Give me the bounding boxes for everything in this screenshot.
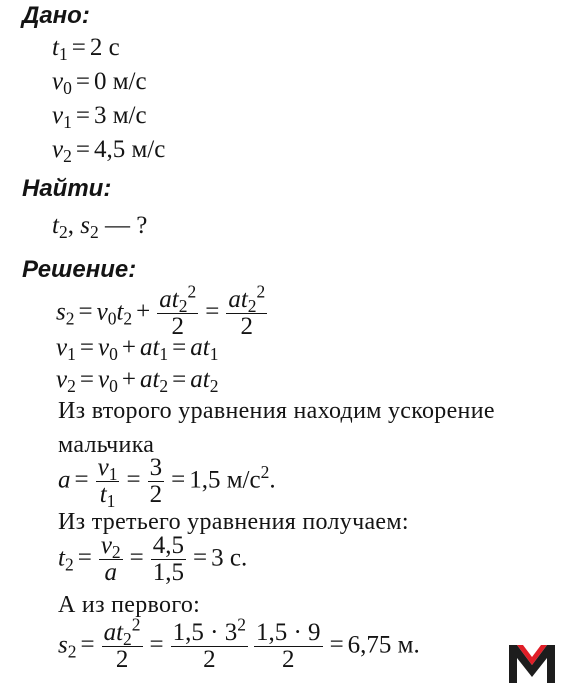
given-v1: $v_1 = 3$ м/с — [52, 102, 147, 132]
equation-s2: $s_2 = v_0t_2$ + $\frac{at_2^2}{2}$ = $\frac{at_2^2}{2}$ — [56, 281, 266, 341]
solution-heading: Решение: — [22, 256, 137, 283]
t2-numerator: 4,5 — [152, 532, 185, 559]
text-time-step: Из третьего уравнения получаем: — [58, 509, 409, 535]
given-v0: $v_0 = 0$ м/с — [52, 68, 147, 98]
text-distance-step: А из первого: — [58, 592, 201, 618]
equation-v1: $v_1 = v_0 + at_1 = at_1$ — [56, 334, 219, 364]
given-v2: $v_2 = 4,5$ м/с — [52, 136, 166, 166]
m-logo-icon — [507, 643, 557, 685]
find-heading: Найти: — [22, 175, 112, 202]
equation-a: a = $\frac{v_1}{t_1}$ = $\frac{3}{2}$ = 1,5 $м/с^2$. — [58, 454, 276, 512]
equation-v2: $v_2 = v_0 + at_2 = at_2$ — [56, 366, 219, 396]
text-acceleration-step-cont: мальчика — [58, 432, 155, 458]
given-heading: Дано: — [22, 2, 90, 29]
find-unknowns: $t_2$, $s_2$ — ? — [52, 212, 148, 242]
a-value-denominator: 2 — [149, 481, 163, 509]
equation-s2-result: $s_2$ = $\frac{at_2^2}{2}$ = $\frac{1,5 \cdot 3^2}{2}$ $\frac{1,5 \cdot 9}{2}$ = 6,75 м. — [58, 614, 420, 674]
equation-t2: $t_2$ = $\frac{v_2}{a}$ = $\frac{4,5}{1,5}$ = 3 с. — [58, 532, 248, 587]
text-acceleration-step: Из второго уравнения находим ускорение — [58, 398, 495, 424]
given-t1: $t_1 = 2$ с — [52, 34, 120, 64]
a-value-numerator: 3 — [149, 454, 163, 481]
t2-denominator: 1,5 — [152, 559, 185, 587]
